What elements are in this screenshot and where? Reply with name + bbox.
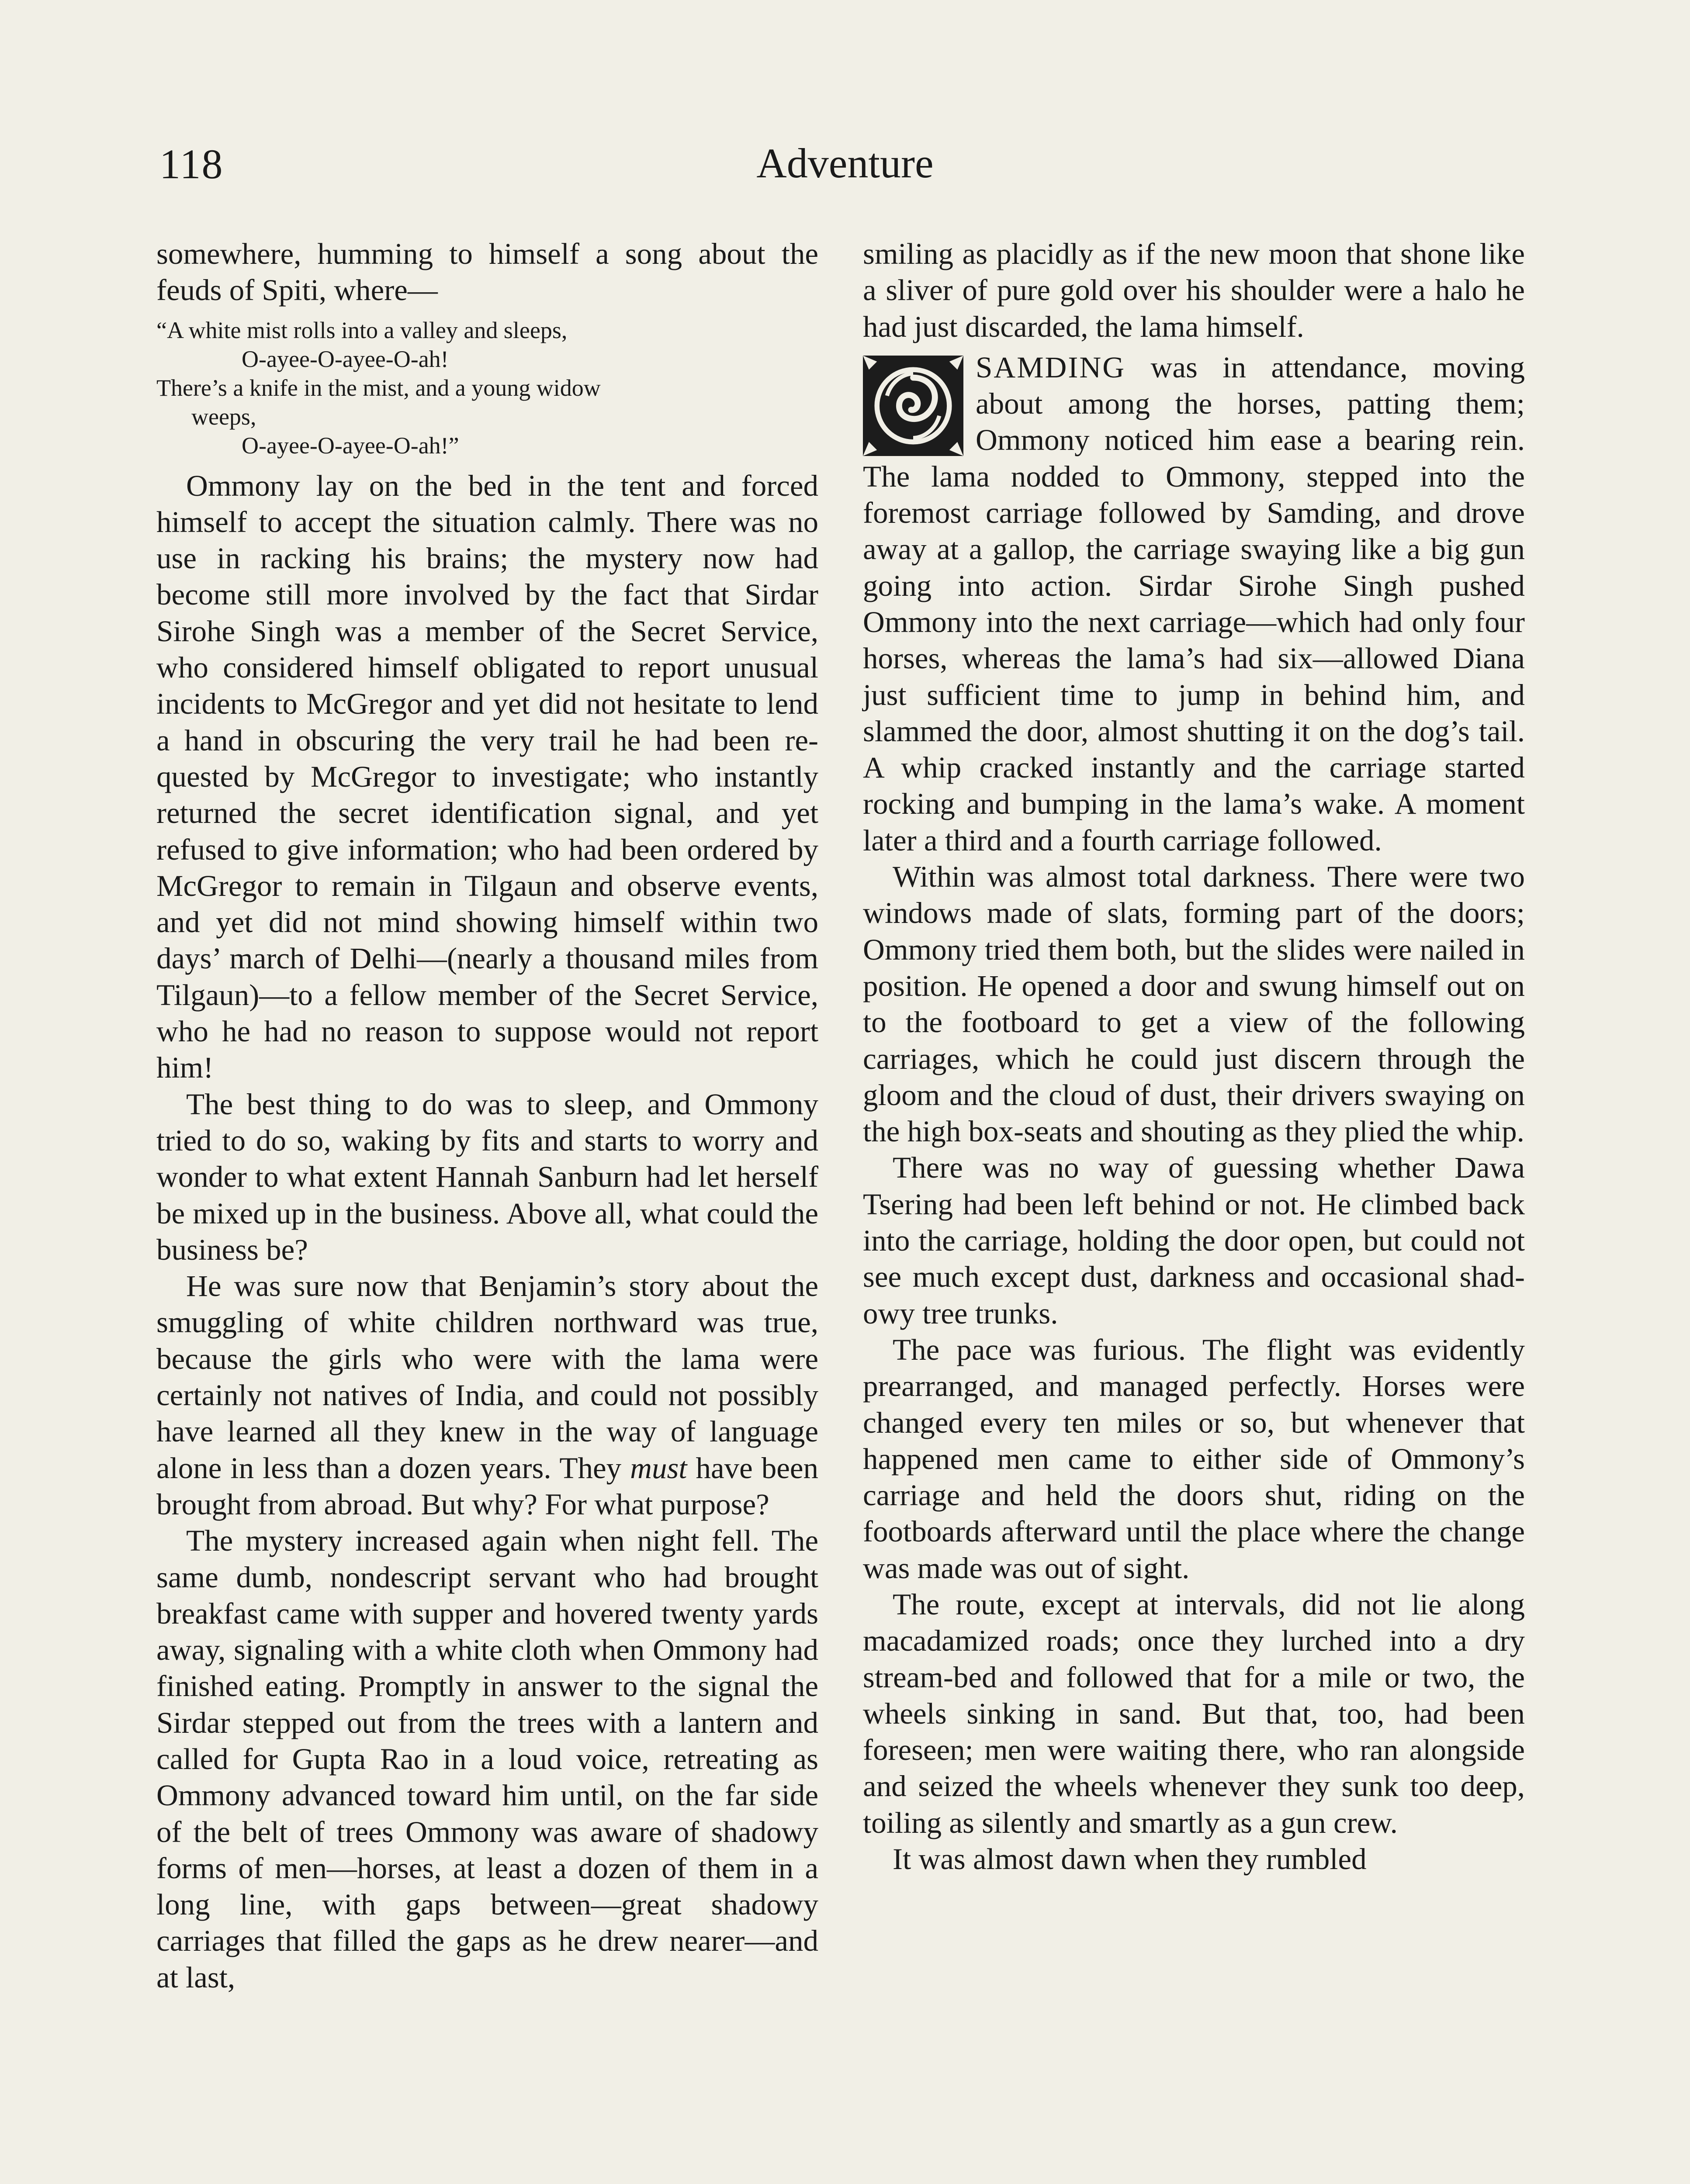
paragraph xyxy=(156,1268,818,1523)
drop-lead-word: SAMDING xyxy=(976,350,1126,384)
paragraph: The best thing to do was to sleep, and Ommony tried to do so, waking by fits and starts to worry and wonder to what extent Hannah Sanburn had let herself be mixed up in the business. Above all, what could the business be? xyxy=(156,1087,818,1266)
text-run: was in attendance, moving about among the horses, patting them; Ommony noticed him ease a bearing rein. The lama nodded to Ommony, stepped into the foremost carriage followed by Samding, and drove away at a gallop, the carriage swaying like a big gun going into action. Sirdar Sirohe Singh pushed Ommony into the next carriage—which had only four horses, whereas the lama’s had six—allowed Diana just sufficient time to jump in behind him, and slammed the door, almost shutting it on the dog’s tail. A whip cracked instantly and the carriage started rocking and bumping in the lama’s wake. A moment later a third and a fourth carriage followed. xyxy=(863,350,1525,857)
text-run: have been brought from abroad. But why? For what purpose? xyxy=(156,1451,818,1521)
spiral-ornament-icon xyxy=(863,356,963,456)
paragraph: The mystery increased again when night fell. The same dumb, nondescript servant who had brought breakfast came with supper and hovered twenty yards away, signaling with a white cloth when Ommony had finished eating. Promptly in answer to the signal the Sirdar stepped out from the trees with a lantern and called for Gupta Rao in a loud voice, retreating as Ommony advanced toward him until, on the far side of the belt of trees Ommony was aware of shadowy forms of men—horses, at least a dozen of them in a long line, with gaps between—great shadowy carriages that filled the gaps as he drew nearer—and at last, xyxy=(156,1524,818,1994)
paragraph: Ommony lay on the bed in the tent and forced himself to accept the situation calmly. There was no use in racking his brains; the mystery now had become still more involved by the fact that Sirdar Sirohe Singh was a member of the Secret Service, who considered himself obligated to report unusual incidents to McGregor and yet did not hesitate to lend a hand in obscuring the very trail he had been requested by McGregor to investigate; who instantly returned the secret identification signal, and yet refused to give information; who had been ordered by McGregor to remain in Tilgaun and observe events, and yet did not mind showing himself within two days’ march of Delhi—(nearly a thousand miles from Tilgaun)—to a fellow member of the Secret Service, who he had no reason to suppose would not report him! xyxy=(156,469,818,1085)
paragraph: smiling as placidly as if the new moon that shone like a sliver of pure gold over his shoulder were a halo he had just discarded, the lama himself. xyxy=(863,237,1525,343)
left-column xyxy=(156,236,818,1996)
paragraph: It was almost dawn when they rumbled xyxy=(893,1842,1367,1876)
paragraph: The pace was furious. The flight was evidently prearranged, and managed perfectly. Horses were changed every ten miles or so, but whenever that happened men came to either side of Ommony’s carriage and held the doors shut, riding on the footboards afterward until the place where the change was made was out of sight. xyxy=(863,1333,1525,1585)
right-column xyxy=(863,236,1525,1877)
emphasis: must xyxy=(630,1451,687,1485)
paragraph: Within was almost total darkness. There were two windows made of slats, forming part of the doors; Ommony tried them both, but the slides were nailed in position. He opened a door and swung himself out on to the footboard to get a view of the following carriages, which he could just discern through the gloom and the cloud of dust, their drivers swaying on the high box-seats and shouting as they plied the whip. xyxy=(863,860,1525,1148)
text-run: He was sure now that Benjamin’s story about the smuggling of white children northward was true, because the girls who were with the lama were certainly not natives of India, and could not possibly have learned all they knew in the way of language alone in less than a dozen years. They xyxy=(156,1269,818,1485)
paragraph: The route, except at intervals, did not lie along macadamized roads; once they lurched into a dry stream-bed and followed that for a mile or two, the wheels sinking in sand. But that, too, had been foreseen; men were waiting there, who ran alongside and seized the wheels whenever they sunk too deep, toiling as silently and smartly as a gun crew. xyxy=(863,1587,1525,1839)
running-head: Adventure xyxy=(756,140,934,187)
verse-line: There’s a knife in the mist, and a young widow xyxy=(156,374,601,401)
verse-line: weeps, xyxy=(191,403,256,430)
paragraph xyxy=(863,349,1525,859)
paragraph: somewhere, humming to himself a song about the feuds of Spiti, where— xyxy=(156,237,818,307)
verse-line: O-ayee-O-ayee-O-ah! xyxy=(242,346,449,372)
song-verse xyxy=(156,316,818,460)
verse-line: “A white mist rolls into a valley and sleeps, xyxy=(156,317,568,343)
paragraph: There was no way of guessing whether Dawa Tsering had been left behind or not. He climbed back into the carriage, holding the door open, but could not see much except dust, darkness and occasional shadowy tree trunks. xyxy=(863,1151,1525,1330)
page-number: 118 xyxy=(159,141,224,187)
verse-line: O-ayee-O-ayee-O-ah!” xyxy=(242,432,459,459)
